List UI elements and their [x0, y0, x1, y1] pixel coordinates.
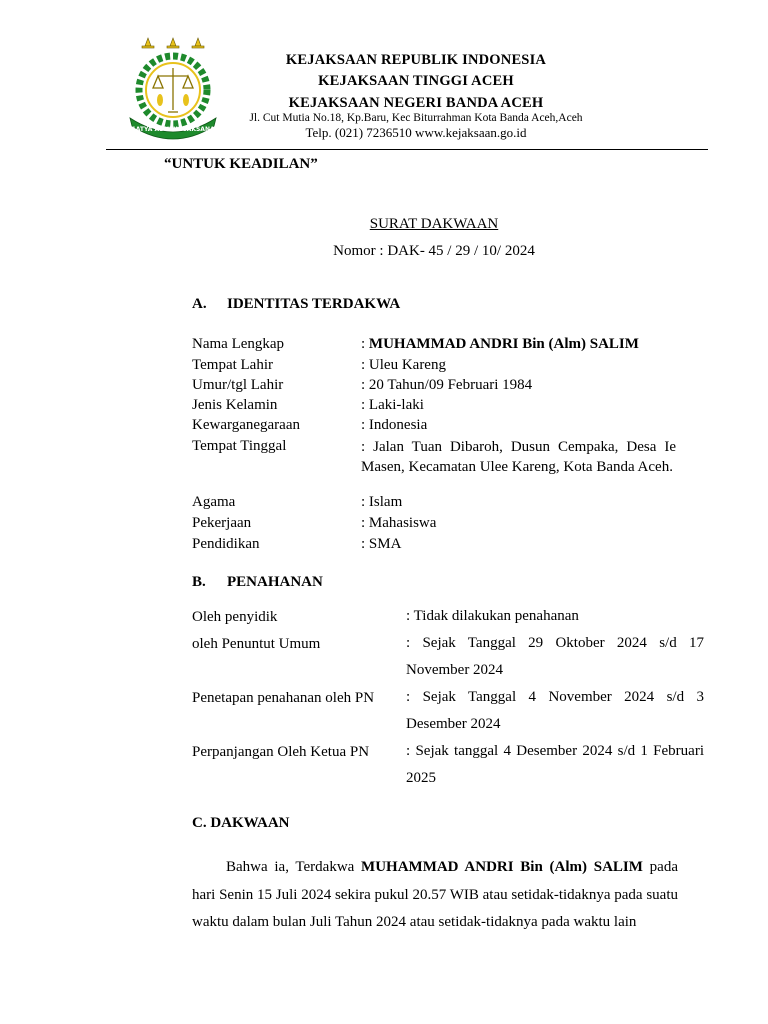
detention-value-penuntut-umum: : Sejak Tanggal 29 Oktober 2024 s/d 17 November 2024	[406, 635, 704, 678]
letterhead-line-2: KEJAKSAAN TINGGI ACEH	[318, 73, 514, 89]
field-label-tempat-tinggal: Tempat Tinggal	[192, 438, 287, 454]
detention-label-perpanjangan: Perpanjangan Oleh Ketua PN	[192, 744, 370, 760]
field-value-agama: : Islam	[361, 494, 403, 510]
detention-value-penetapan-pn: : Sejak Tanggal 4 November 2024 s/d 3 Desember 2024	[406, 689, 704, 732]
section-a-number: A.	[192, 296, 207, 312]
section-c-heading: C. DAKWAAN	[192, 815, 290, 831]
letterhead-divider	[106, 149, 708, 150]
field-label-pendidikan: Pendidikan	[192, 536, 260, 552]
field-colon: :	[361, 336, 369, 352]
letterhead-line-3: KEJAKSAAN NEGERI BANDA ACEH	[288, 95, 544, 111]
detention-label-penyidik: Oleh penyidik	[192, 609, 278, 625]
logo-motto-text: SATYA ADHI WICAKSANA	[131, 126, 215, 133]
detention-value-penyidik: : Tidak dilakukan penahanan	[406, 608, 579, 624]
section-b-heading	[192, 574, 323, 591]
detention-label-penetapan-pn: Penetapan penahanan oleh PN	[192, 690, 375, 706]
letterhead-address: Jl. Cut Mutia No.18, Kp.Baru, Kec Biturrahman Kota Banda Aceh,Aceh	[249, 112, 583, 124]
field-label-pekerjaan: Pekerjaan	[192, 515, 252, 531]
field-label-jenis-kelamin: Jenis Kelamin	[192, 397, 278, 413]
field-value-tempat-tinggal: : Jalan Tuan Dibaroh, Dusun Cempaka, Desa Ie Masen, Kecamatan Ulee Kareng, Kota Banda Aceh.	[361, 439, 676, 475]
section-b-number: B.	[192, 574, 206, 590]
letterhead-contact: Telp. (021) 7236510 www.kejaksaan.go.id	[305, 125, 527, 140]
detention-value-perpanjangan: : Sejak tanggal 4 Desember 2024 s/d 1 Februari 2025	[406, 743, 704, 786]
detention-label-penuntut-umum: oleh Penuntut Umum	[192, 636, 321, 652]
paragraph-defendant-name: MUHAMMAD ANDRI Bin (Alm) SALIM	[361, 859, 643, 875]
letterhead-line-1: KEJAKSAAN REPUBLIK INDONESIA	[285, 52, 547, 68]
section-b-title: PENAHANAN	[227, 574, 323, 590]
document-number: Nomor : DAK- 45 / 29 / 10/ 2024	[333, 243, 535, 259]
field-value-umur: : 20 Tahun/09 Februari 1984	[361, 377, 533, 393]
defendant-name: MUHAMMAD ANDRI Bin (Alm) SALIM	[368, 336, 639, 352]
field-value-nama	[361, 336, 639, 353]
three-stars-icon	[142, 38, 204, 48]
paragraph-body: pada hari Senin 15 Juli 2024 sekira pukul 20.57 WIB atau setidak-tidaknya pada suatu waktu dalam bulan Juli Tahun 2024 atau setidak-tidaknya pada waktu lain	[192, 859, 678, 930]
section-a-heading	[192, 296, 400, 313]
field-label-kewarganegaraan: Kewarganegaraan	[192, 417, 300, 433]
motto-text: “UNTUK KEADILAN”	[164, 156, 318, 172]
section-a-title: IDENTITAS TERDAKWA	[227, 296, 401, 312]
document-title: SURAT DAKWAAN	[369, 216, 499, 232]
field-label-nama: Nama Lengkap	[192, 336, 285, 352]
field-label-umur: Umur/tgl Lahir	[192, 377, 284, 393]
kejaksaan-emblem-logo	[124, 34, 222, 140]
field-value-kewarganegaraan: : Indonesia	[361, 417, 428, 433]
field-label-agama: Agama	[192, 494, 236, 510]
paragraph-intro: Bahwa ia, Terdakwa	[226, 859, 362, 875]
field-value-pekerjaan: : Mahasiswa	[361, 515, 437, 531]
emblem-svg	[124, 34, 222, 140]
field-value-jenis-kelamin: : Laki-laki	[361, 397, 424, 413]
field-label-tempat-lahir: Tempat Lahir	[192, 357, 273, 373]
field-value-tempat-lahir: : Uleu Kareng	[361, 357, 446, 373]
dakwaan-paragraph	[192, 854, 678, 937]
field-value-pendidikan: : SMA	[361, 536, 402, 552]
